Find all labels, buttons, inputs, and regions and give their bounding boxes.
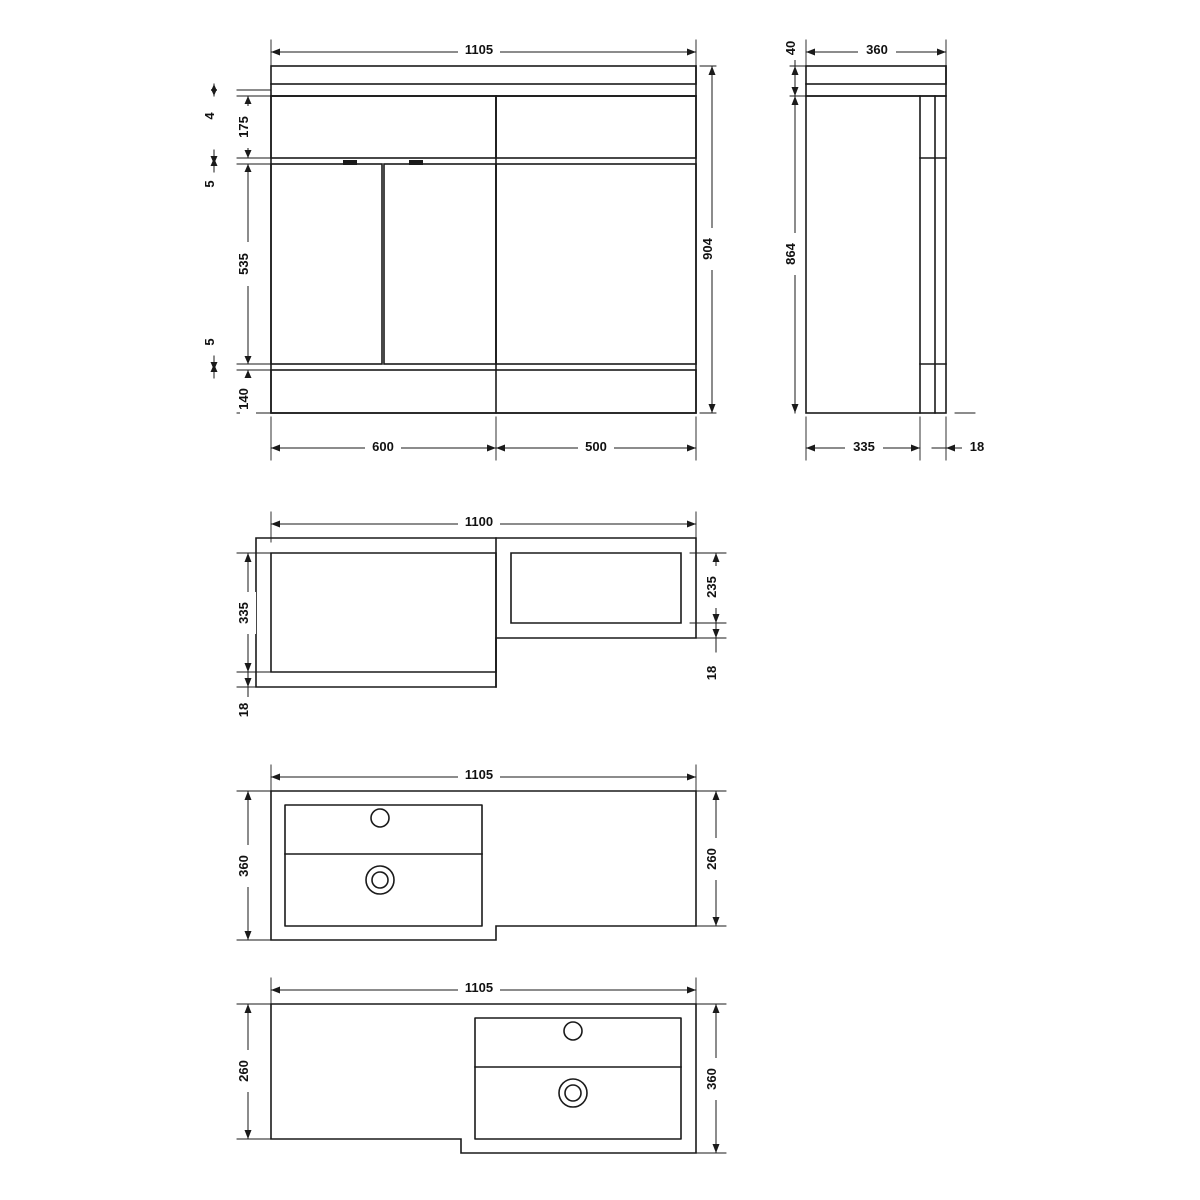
side-extension-lines <box>790 40 975 460</box>
plan-inner-right <box>511 553 681 623</box>
dim-basin-lh-depth-260: 260 <box>704 848 719 870</box>
side-worktop <box>806 66 946 84</box>
view-basin-right-hand <box>271 1004 696 1153</box>
dim-front-left-unit-600: 600 <box>372 439 394 454</box>
dim-basin-rh-width-1105: 1105 <box>464 980 494 995</box>
basin-lh-waste-outer <box>366 866 394 894</box>
dim-basin-lh-depth-360: 360 <box>236 855 251 877</box>
dim-front-gap-5-lower: 5 <box>202 338 217 346</box>
dim-plan-depth-335: 335 <box>236 602 251 624</box>
front-dimension-lines <box>211 49 716 452</box>
dim-plan-width-1100: 1100 <box>464 514 494 529</box>
dim-plan-thickness-18-right: 18 <box>704 665 719 681</box>
front-cabinet-body <box>271 96 696 413</box>
basin-rh-dimension-lines <box>245 987 720 1154</box>
front-handle-right <box>409 160 423 165</box>
dim-plan-depth-235: 235 <box>704 576 719 598</box>
dim-basin-rh-depth-360: 360 <box>704 1068 719 1090</box>
dim-side-depth-360: 360 <box>866 42 888 57</box>
plan-inner-left <box>271 553 496 672</box>
basin-lh-outline <box>271 791 696 940</box>
view-front-elevation <box>237 66 696 413</box>
view-plan <box>256 538 696 687</box>
front-right-top-panel <box>496 96 696 158</box>
front-drawer-panel <box>271 96 496 158</box>
dim-front-width-total: 1105 <box>464 42 494 57</box>
front-worktop-left <box>271 66 696 84</box>
basin-rh-waste-outer <box>559 1079 587 1107</box>
dim-front-gap-5-upper: 5 <box>202 180 217 188</box>
view-side-elevation <box>806 66 946 413</box>
basin-lh-waste-inner <box>372 872 388 888</box>
basin-rh-tap-hole <box>564 1022 582 1040</box>
dim-side-height-864: 864 <box>783 243 798 265</box>
dim-side-depth-335: 335 <box>853 439 875 454</box>
basin-lh-bowl <box>285 805 482 926</box>
dim-side-top-40: 40 <box>783 40 798 56</box>
dim-side-panel-18: 18 <box>969 439 985 454</box>
dim-front-height-904: 904 <box>700 238 715 260</box>
dim-front-plinth-140: 140 <box>236 388 251 410</box>
plan-outline <box>256 538 696 687</box>
dim-plan-thickness-18-left: 18 <box>236 702 251 718</box>
dim-front-door-535: 535 <box>236 253 251 275</box>
front-extension-lines <box>237 40 716 460</box>
dim-front-top-4: 4 <box>202 112 217 120</box>
side-cabinet-body <box>806 96 946 413</box>
basin-rh-waste-inner <box>565 1085 581 1101</box>
dim-basin-rh-depth-260: 260 <box>236 1060 251 1082</box>
front-plinth <box>271 370 696 413</box>
side-dimension-lines <box>792 49 969 452</box>
dim-basin-lh-width-1105: 1105 <box>464 767 494 782</box>
front-door-left <box>271 164 382 364</box>
dim-front-drawer-175: 175 <box>236 116 251 138</box>
view-basin-left-hand <box>271 791 696 940</box>
plan-dimension-lines <box>245 521 720 701</box>
front-right-door <box>496 164 696 364</box>
basin-rh-bowl <box>475 1018 681 1139</box>
basin-rh-outline <box>271 1004 696 1153</box>
front-worktop-edge <box>271 66 696 96</box>
front-handle-left <box>343 160 357 165</box>
basin-lh-tap-hole <box>371 809 389 827</box>
front-door-right <box>384 164 496 364</box>
dim-front-right-unit-500: 500 <box>585 439 607 454</box>
